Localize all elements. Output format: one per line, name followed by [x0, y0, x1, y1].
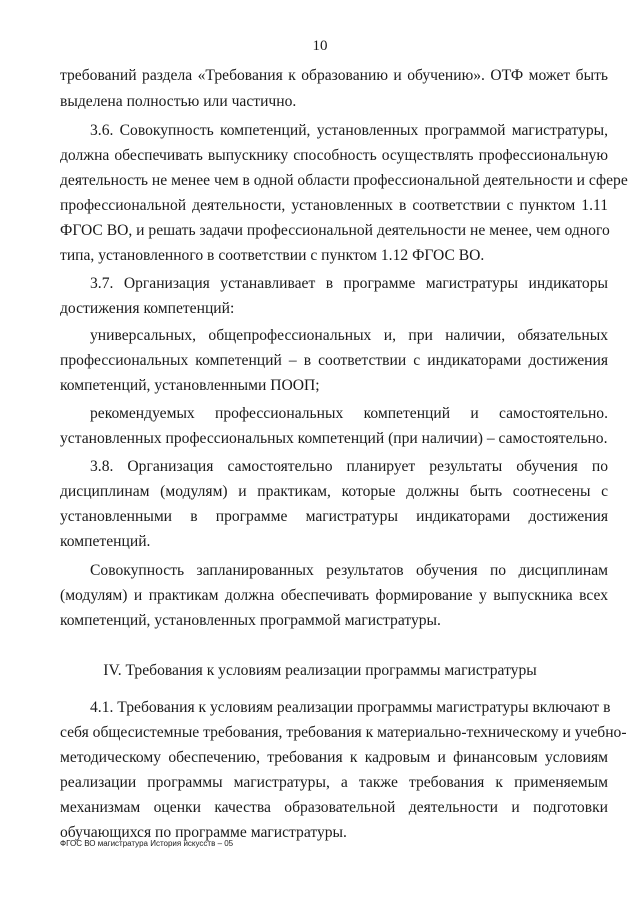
text-line: компетенций. — [60, 533, 151, 550]
text-line: себя общесистемные требования, требования к материально-техническому и учебно- — [60, 724, 627, 741]
text-line: 3.7. Организация устанавливает в программе магистратуры индикаторы — [90, 275, 608, 292]
text-line: 4.1. Требования к условиям реализации программы магистратуры включают в — [90, 699, 611, 716]
text-line: достижения компетенций: — [60, 300, 235, 317]
page-number: 10 — [312, 38, 328, 54]
text-line: методическому обеспечению, требования к кадровым и финансовым условиям — [60, 749, 608, 766]
text-line: Совокупность запланированных результатов обучения по дисциплинам — [90, 562, 608, 579]
text-line: профессиональных компетенций – в соответствии с индикаторами достижения — [60, 352, 608, 369]
text-line: профессиональной деятельности, установленных в соответствии с пунктом 1.11 — [60, 197, 608, 214]
text-line: 3.8. Организация самостоятельно планирует результаты обучения по — [90, 458, 608, 475]
text-line: установленных профессиональных компетенций (при наличии) – самостоятельно. — [60, 430, 608, 447]
text-line: компетенций, установленными ПООП; — [60, 377, 320, 394]
text-line: типа, установленного в соответствии с пунктом 1.12 ФГОС ВО. — [60, 247, 485, 264]
document-footer: ФГОС ВО магистратура История искусств – 05 — [60, 839, 234, 848]
text-line: обучающихся по программе магистратуры. — [60, 824, 347, 841]
text-line: компетенций, установленных программой магистратуры. — [60, 612, 441, 629]
text-line: установленными в программе магистратуры индикаторами достижения — [60, 508, 608, 525]
section-heading: IV. Требования к условиям реализации программы магистратуры — [103, 662, 537, 679]
text-line: универсальных, общепрофессиональных и, при наличии, обязательных — [90, 327, 608, 344]
text-line: должна обеспечивать выпускнику способность осуществлять профессиональную — [60, 147, 608, 164]
text-line: выделена полностью или частично. — [60, 93, 297, 110]
text-line: реализации программы магистратуры, а также требования к применяемым — [60, 774, 608, 791]
text-line: дисциплинам (модулям) и практикам, которые должны быть соотнесены с — [60, 483, 608, 500]
text-line: (модулям) и практикам должна обеспечивать формирование у выпускника всех — [60, 587, 608, 604]
text-line: требований раздела «Требования к образованию и обучению». ОТФ может быть — [60, 67, 608, 84]
text-line: ФГОС ВО, и решать задачи профессиональной деятельности не менее, чем одного — [60, 222, 610, 239]
text-line: механизмам оценки качества образовательной деятельности и подготовки — [60, 799, 608, 816]
text-line: рекомендуемых профессиональных компетенций и самостоятельно. — [90, 405, 608, 422]
text-line: деятельность не менее чем в одной области профессиональной деятельности и сфере — [60, 172, 628, 189]
text-line: 3.6. Совокупность компетенций, установленных программой магистратуры, — [90, 122, 608, 139]
